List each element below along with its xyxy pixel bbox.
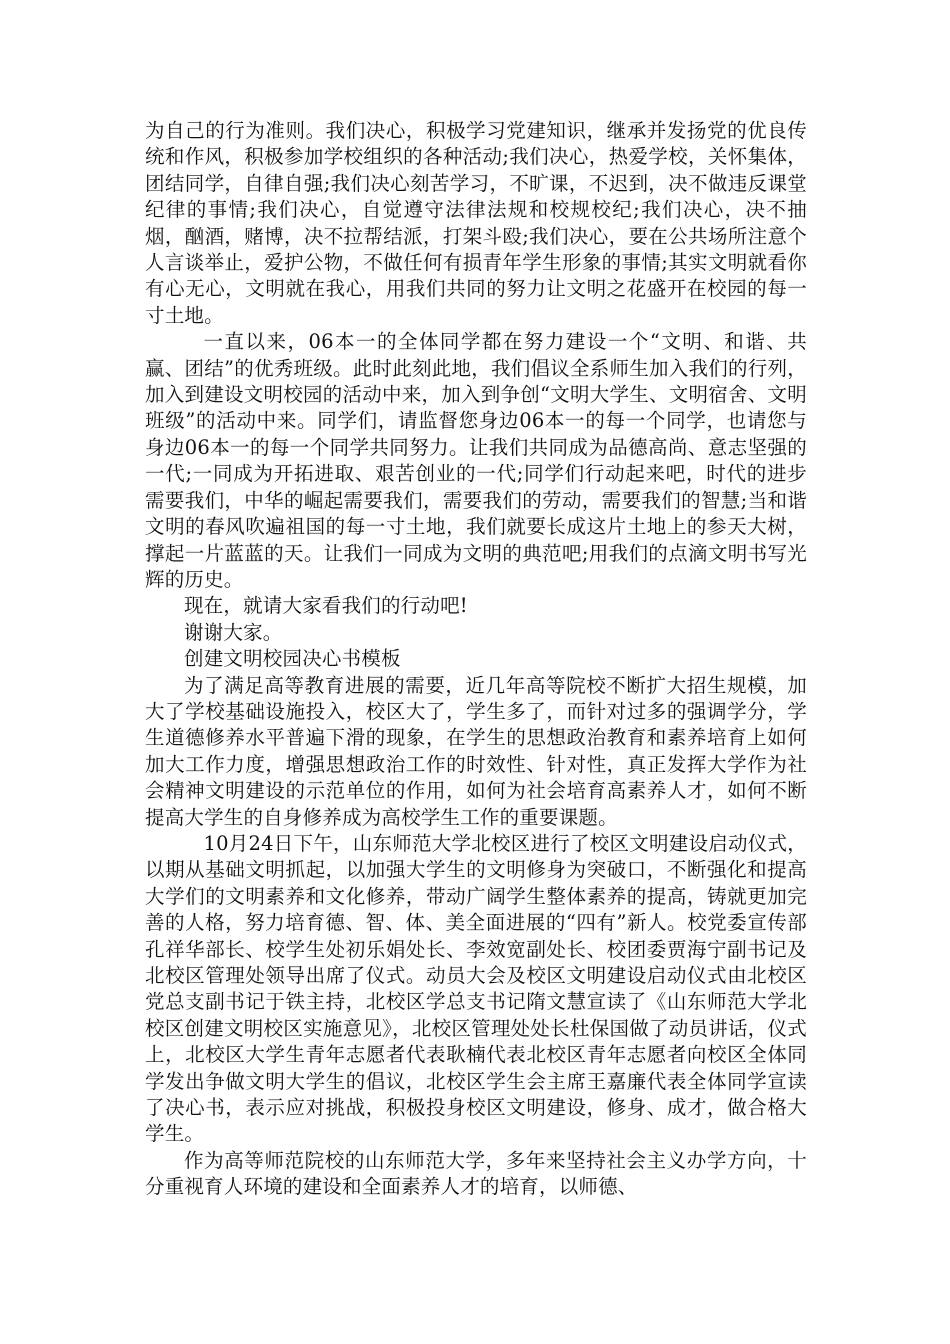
paragraph-thanks: 谢谢大家。 [184,620,283,644]
paragraph-class-initiative: 一直以来，06本一的全体同学都在努力建设一个“文明、和谐、共赢、团结”的优秀班级。此时此刻此地，我们倡议全系师生加入我们的行列，加入到建设文明校园的活动中来，加入到争创“文明大学生、文明宿舍、文明班级”的活动中来。同学们，请监督您身边06本一的每一个同学，也请您与身边06本一的每一个同学共同努力。让我们共同成为品德高尚、意志坚强的一代;一同成为开拓进取、艰苦创业的一代;同学们行动起来吧，时代的进步需要我们，中华的崛起需要我们，需要我们的劳动，需要我们的智慧;当和谐文明的春风吹遍祖国的每一寸土地，我们就要长成这片土地上的参天大树，撑起一片蓝蓝的天。让我们一同成为文明的典范吧;用我们的点滴文明书写光辉的历史。 [145,330,807,591]
paragraph-resolutions: 为自己的行为准则。我们决心，积极学习党建知识，继承并发扬党的优良传统和作风，积极参加学校组织的各种活动;我们决心，热爱学校，关怀集体，团结同学，自律自强;我们决心刻苦学习，不旷课，不迟到，决不做违反课堂纪律的事情;我们决心，自觉遵守法律法规和校规校纪;我们决心，决不抽烟，酗酒，赌博，决不拉帮结派，打架斗殴;我们决心，要在公共场所注意个人言谈举止，爱护公物，不做任何有损青年学生形象的事情;其实文明就看你有心无心，文明就在我心，用我们共同的努力让文明之花盛开在校园的每一寸土地。 [145,119,807,327]
paragraph-call-to-action: 现在，就请大家看我们的行动吧! [184,594,468,618]
document-body [145,118,807,1201]
section-heading: 创建文明校园决心书模板 [184,647,401,671]
paragraph-ceremony: 10月24日下午，山东师范大学北校区进行了校区文明建设启动仪式，以期从基础文明抓起，以加强大学生的文明修身为突破口，不断强化和提高大学们的文明素养和文化修养，带动广阔学生整体素养的提高，铸就更加完善的人格，努力培育德、智、体、美全面进展的“四有”新人。校党委宣传部孔祥华部长、校学生处初乐娟处长、李效宽副处长、校团委贾海宁副书记及北校区管理处领导出席了仪式。动员大会及校区文明建设启动仪式由北校区党总支副书记于铁主持，北校区学总支书记隋文慧宣读了《山东师范大学北校区创建文明校区实施意见》，北校区管理处处长杜保国做了动员讲话，仪式上，北校区大学生青年志愿者代表耿楠代表北校区青年志愿者向校区全体同学发出争做文明大学生的倡议，北校区学生会主席王嘉廉代表全体同学宣读了决心书，表示应对挑战，积极投身校区文明建设，修身、成才，做合格大学生。 [145,831,807,1146]
paragraph-university: 作为高等师范院校的山东师范大学，多年来坚持社会主义办学方向，十分重视育人环境的建设和全面素养人才的培育，以师德、 [145,1148,807,1199]
paragraph-background: 为了满足高等教育进展的需要，近几年高等院校不断扩大招生规模，加大了学校基础设施投入，校区大了，学生多了，而针对过多的强调学分，学生道德修养水平普遍下滑的现象，在学生的思想政治教育和素养培育上如何加大工作力度，增强思想政治工作的时效性、针对性，真正发挥大学作为社会精神文明建设的示范单位的作用，如何为社会培育高素养人才，如何不断提高大学生的自身修养成为高校学生工作的重要课题。 [145,673,807,829]
